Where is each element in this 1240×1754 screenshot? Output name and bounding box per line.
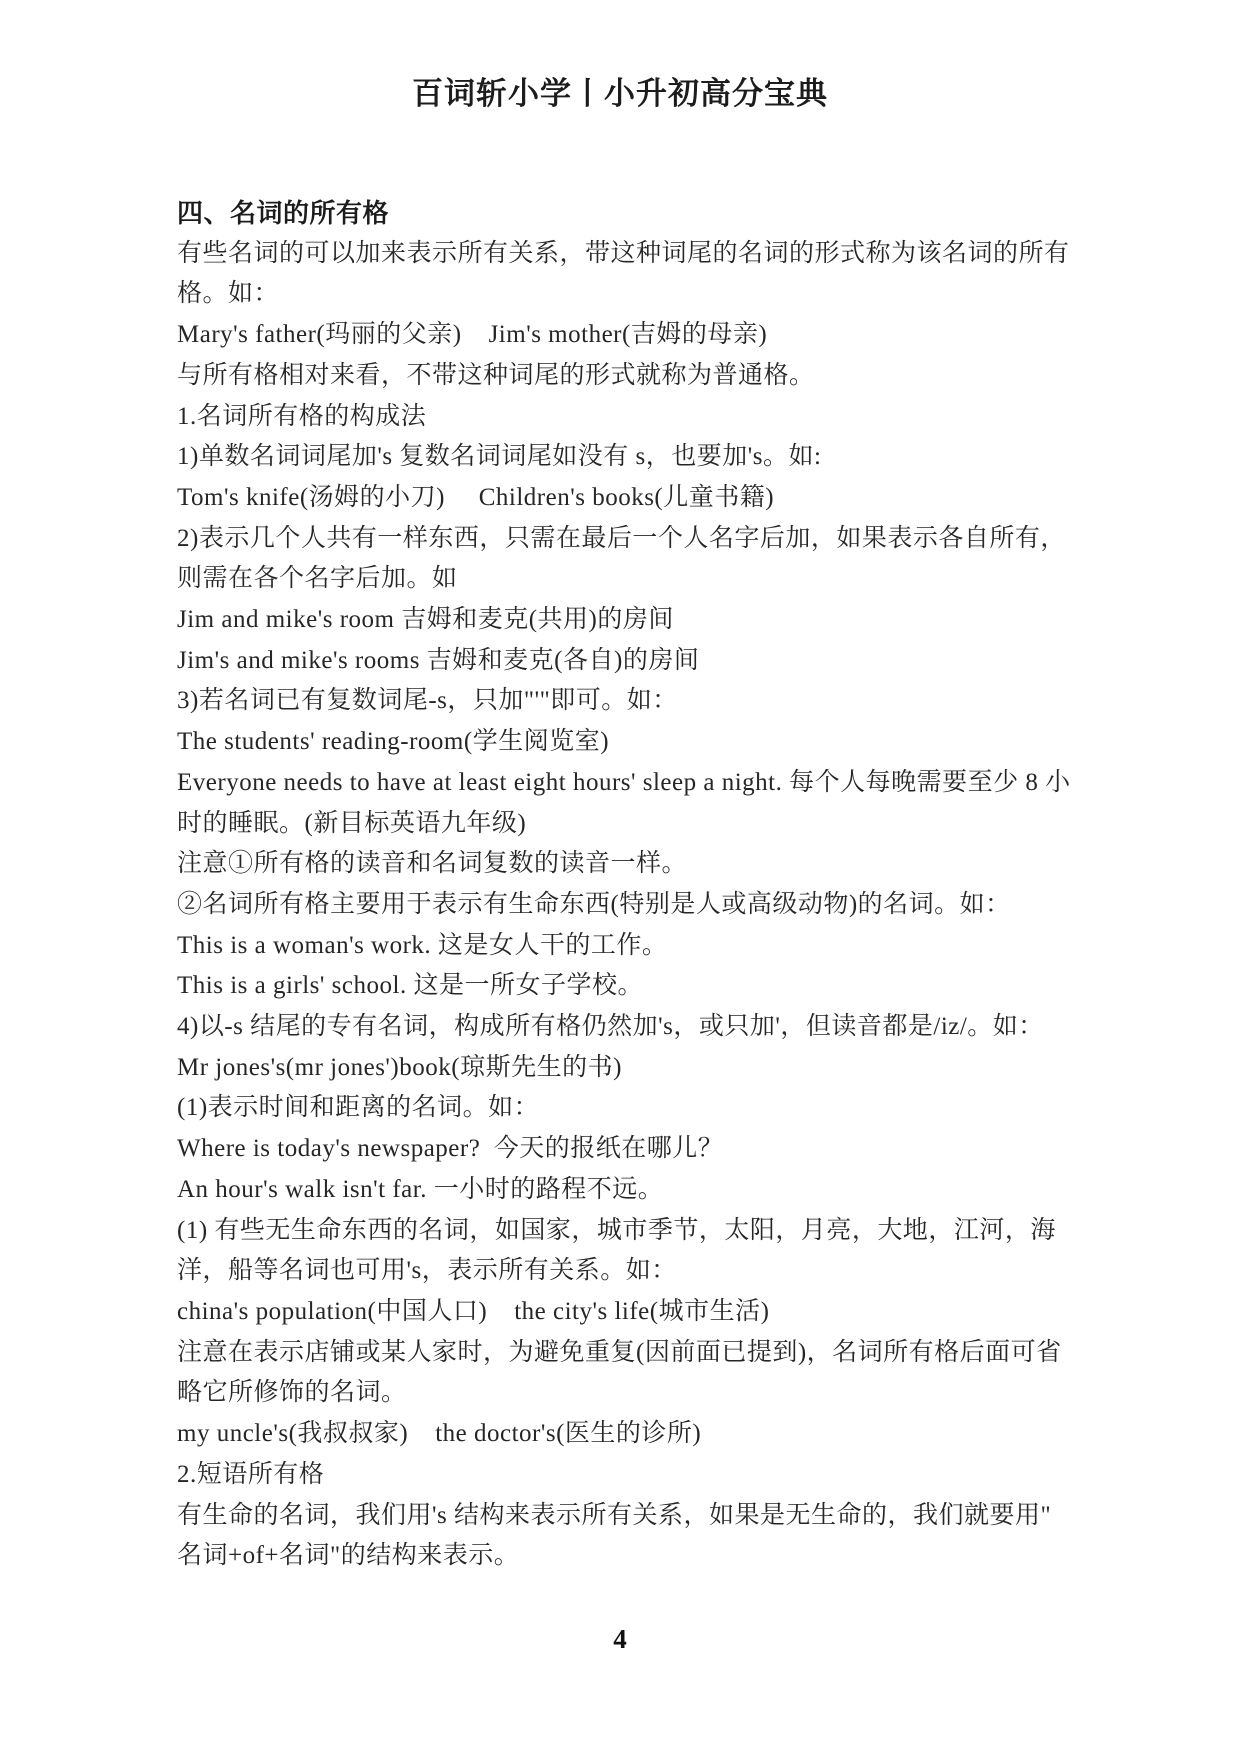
- text-line: my uncle's(我叔叔家) the doctor's(医生的诊所): [177, 1420, 702, 1448]
- text-line: 3)若名词已有复数词尾-s，只加"'"即可。如：: [177, 687, 678, 715]
- document-body: [177, 193, 1082, 1577]
- text-line: 注意①所有格的读音和名词复数的读音一样。: [177, 850, 688, 878]
- text-line: This is a woman's work. 这是女人干的工作。: [177, 931, 668, 959]
- text-line: An hour's walk isn't far. 一小时的路程不远。: [177, 1175, 664, 1203]
- text-line: 1)单数名词词尾加's 复数名词词尾如没有 s，也要加's。如:: [177, 443, 822, 471]
- text-line: (1)表示时间和距离的名词。如：: [177, 1094, 540, 1122]
- text-line: 2)表示几个人共有一样东西，只需在最后一个人名字后加，如果表示各自所有，: [177, 524, 1066, 552]
- text-line: ②名词所有格主要用于表示有生命东西(特别是人或高级动物)的名词。如：: [177, 890, 1011, 918]
- text-line: Mary's father(玛丽的父亲) Jim's mother(吉姆的母亲): [177, 321, 768, 349]
- text-line: Tom's knife(汤姆的小刀) Children's books(儿童书籍): [177, 483, 775, 511]
- text-line: (1) 有些无生命东西的名词，如国家，城市季节，太阳，月亮，大地，江河，海: [177, 1216, 1056, 1244]
- text-line: 略它所修饰的名词。: [177, 1379, 407, 1407]
- subsection-title: 1.名词所有格的构成法: [177, 402, 427, 430]
- text-line: 则需在各个名字后加。如: [177, 565, 458, 593]
- text-line: 与所有格相对来看，不带这种词尾的形式就称为普通格。: [177, 361, 815, 389]
- text-line: 时的睡眠。(新目标英语九年级): [177, 809, 527, 837]
- text-line: 有生命的名词，我们用's 结构来表示所有关系，如果是无生命的，我们就要用": [177, 1501, 1052, 1529]
- document-title: 百词斩小学丨小升初高分宝典: [412, 76, 828, 111]
- text-line: china's population(中国人口) the city's life(城市生活): [177, 1297, 770, 1325]
- text-line: Jim's and mike's rooms 吉姆和麦克(各自)的房间: [177, 646, 700, 674]
- text-line: Where is today's newspaper? 今天的报纸在哪儿？: [177, 1135, 724, 1163]
- text-line: 洋，船等名词也可用's，表示所有关系。如：: [177, 1257, 677, 1285]
- text-line: 注意在表示店铺或某人家时，为避免重复(因前面已提到)，名词所有格后面可省: [177, 1338, 1062, 1366]
- section-heading: 四、名词的所有格: [177, 198, 390, 228]
- text-line: The students' reading-room(学生阅览室): [177, 728, 610, 756]
- text-line: 名词+of+名词"的结构来表示。: [177, 1542, 520, 1570]
- text-line: This is a girls' school. 这是一所女子学校。: [177, 972, 643, 1000]
- text-line: Mr jones's(mr jones')book(琼斯先生的书): [177, 1053, 622, 1081]
- page-number: 4: [613, 1624, 627, 1654]
- text-line: 格。如：: [177, 280, 280, 308]
- text-line: Jim and mike's room 吉姆和麦克(共用)的房间: [177, 606, 674, 634]
- text-line: 有些名词的可以加来表示所有关系，带这种词尾的名词的形式称为该名词的所有: [177, 239, 1070, 267]
- subsection-title: 2.短语所有格: [177, 1460, 325, 1488]
- text-line: Everyone needs to have at least eight hours' sleep a night. 每个人每晚需要至少 8 小: [177, 768, 1071, 796]
- text-line: 4)以-s 结尾的专有名词，构成所有格仍然加's，或只加'，但读音都是/iz/。如：: [177, 1013, 1044, 1041]
